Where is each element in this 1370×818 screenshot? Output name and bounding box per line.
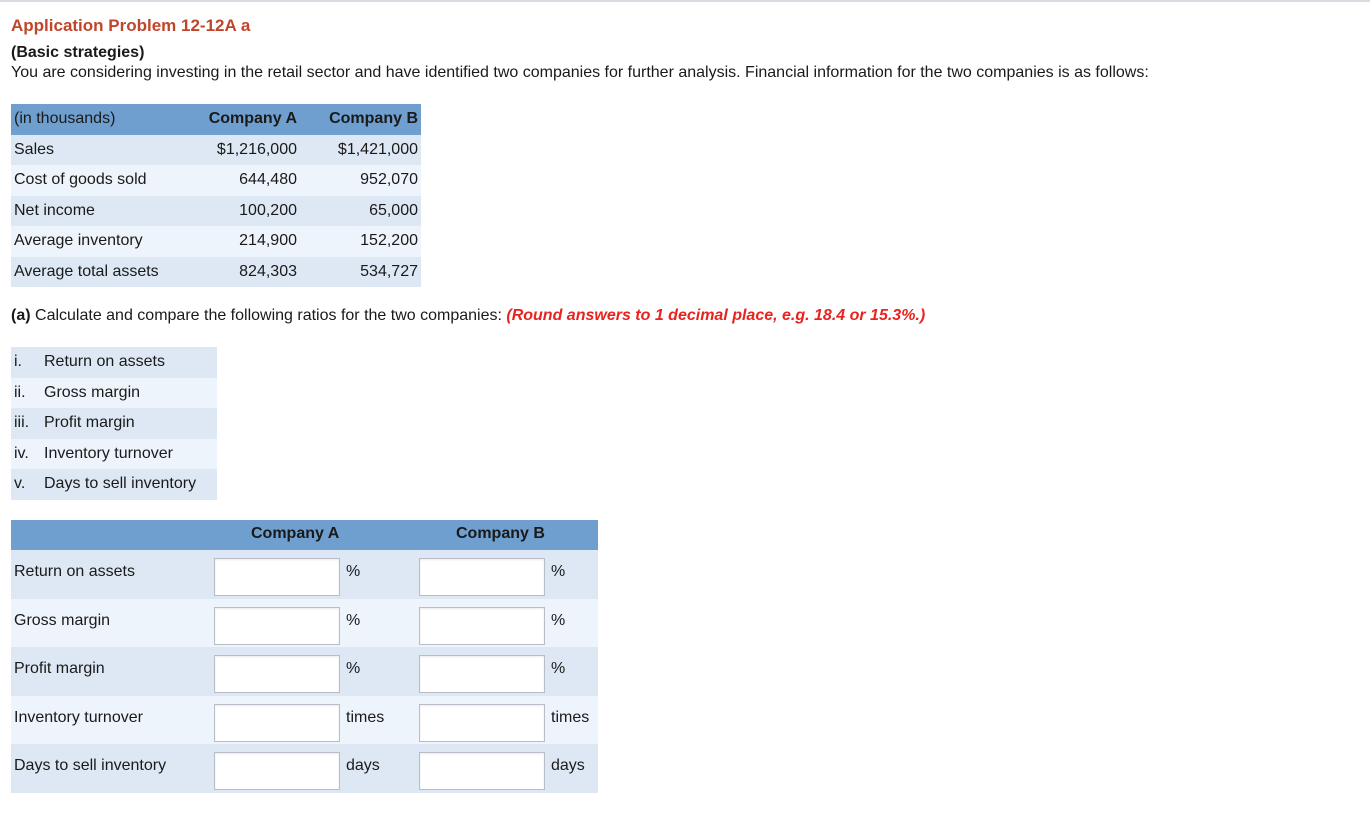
company-b-value: 152,200: [360, 232, 418, 250]
header-in-thousands: (in thousands): [14, 110, 116, 128]
problem-subtitle: (Basic strategies): [11, 44, 145, 61]
list-item: [11, 439, 217, 470]
answer-row-label: Inventory turnover: [14, 708, 143, 726]
problem-intro: You are considering investing in the retail sector and have identified two companies for further analysis. Financial information for the two companies is as follows:: [11, 64, 1149, 81]
ratio-name: Gross margin: [44, 383, 141, 401]
unit-label: %: [346, 563, 361, 580]
unit-label: times: [551, 708, 590, 726]
return-on-assets-company-b-input[interactable]: [419, 558, 545, 596]
ratio-name: Inventory turnover: [44, 444, 173, 462]
list-item: [11, 469, 217, 500]
company-b-value: $1,421,000: [337, 140, 418, 158]
financial-row-net-income: [11, 196, 421, 227]
row-label: Average total assets: [14, 262, 159, 280]
profit-margin-company-a-input[interactable]: [214, 655, 340, 693]
ratio-name: Days to sell inventory: [44, 475, 197, 492]
company-b-value: 65,000: [369, 201, 418, 219]
unit-label: %: [551, 563, 566, 580]
row-label: Net income: [14, 201, 95, 219]
problem-title: Application Problem 12-12A a: [11, 16, 251, 35]
days-to-sell-company-b-input[interactable]: [419, 752, 545, 790]
answer-row-label: Profit margin: [14, 660, 105, 677]
company-a-value: $1,216,000: [216, 140, 297, 158]
answer-row-gross-margin: [11, 599, 598, 648]
days-to-sell-company-a-input[interactable]: [214, 752, 340, 790]
ratio-number: iii.: [14, 414, 30, 431]
gross-margin-company-a-input[interactable]: [214, 607, 340, 645]
answer-header-company-b: Company B: [456, 525, 545, 542]
answer-row-label: Gross margin: [14, 611, 111, 629]
ratio-name: Return on assets: [44, 353, 165, 370]
unit-label: %: [346, 660, 361, 677]
unit-label: %: [346, 611, 361, 629]
gross-margin-company-b-input[interactable]: [419, 607, 545, 645]
ratio-number: v.: [14, 475, 26, 492]
profit-margin-company-b-input[interactable]: [419, 655, 545, 693]
list-item: [11, 408, 217, 439]
company-b-value: 952,070: [360, 171, 418, 189]
list-item: [11, 378, 217, 409]
inventory-turnover-company-b-input[interactable]: [419, 704, 545, 742]
answer-header-company-a: Company A: [251, 525, 340, 542]
financial-row-average-total-assets: [11, 257, 421, 288]
ratio-list: [11, 347, 217, 500]
answer-row-profit-margin: [11, 647, 598, 696]
financial-table-header: [11, 104, 421, 135]
answer-table-header: [11, 520, 598, 550]
list-item: [11, 347, 217, 378]
ratio-number: ii.: [14, 383, 26, 401]
question-text: Calculate and compare the following ratios for the two companies:: [30, 307, 507, 324]
unit-label: days: [551, 757, 585, 774]
unit-label: times: [346, 708, 385, 726]
ratio-name: Profit margin: [44, 414, 135, 431]
company-a-value: 644,480: [239, 171, 297, 189]
inventory-turnover-company-a-input[interactable]: [214, 704, 340, 742]
row-label: Sales: [14, 140, 55, 158]
company-a-value: 100,200: [239, 201, 297, 219]
answer-row-return-on-assets: [11, 550, 598, 599]
financial-row-cogs: [11, 165, 421, 196]
header-company-b: Company B: [329, 110, 418, 128]
unit-label: days: [346, 757, 380, 774]
question-part-label: (a): [11, 307, 31, 324]
unit-label: %: [551, 611, 566, 629]
return-on-assets-company-a-input[interactable]: [214, 558, 340, 596]
answer-row-label: Return on assets: [14, 563, 135, 580]
answer-row-inventory-turnover: [11, 696, 598, 745]
unit-label: %: [551, 660, 566, 677]
ratio-number: iv.: [14, 444, 29, 462]
top-divider: [0, 0, 1370, 2]
financial-info-table: [11, 104, 421, 287]
ratio-number: i.: [14, 353, 22, 370]
rounding-hint: (Round answers to 1 decimal place, e.g. 18.4 or 15.3%.): [506, 307, 926, 324]
financial-row-sales: [11, 135, 421, 166]
question-prompt: [11, 307, 925, 325]
answer-row-days-to-sell-inventory: [11, 744, 598, 793]
company-a-value: 824,303: [239, 262, 297, 280]
answer-table: [11, 520, 598, 793]
header-company-a: Company A: [208, 110, 297, 128]
row-label: Cost of goods sold: [14, 171, 147, 189]
financial-row-average-inventory: [11, 226, 421, 257]
company-a-value: 214,900: [239, 232, 297, 250]
company-b-value: 534,727: [360, 262, 418, 280]
row-label: Average inventory: [14, 232, 143, 250]
answer-row-label: Days to sell inventory: [14, 757, 167, 774]
